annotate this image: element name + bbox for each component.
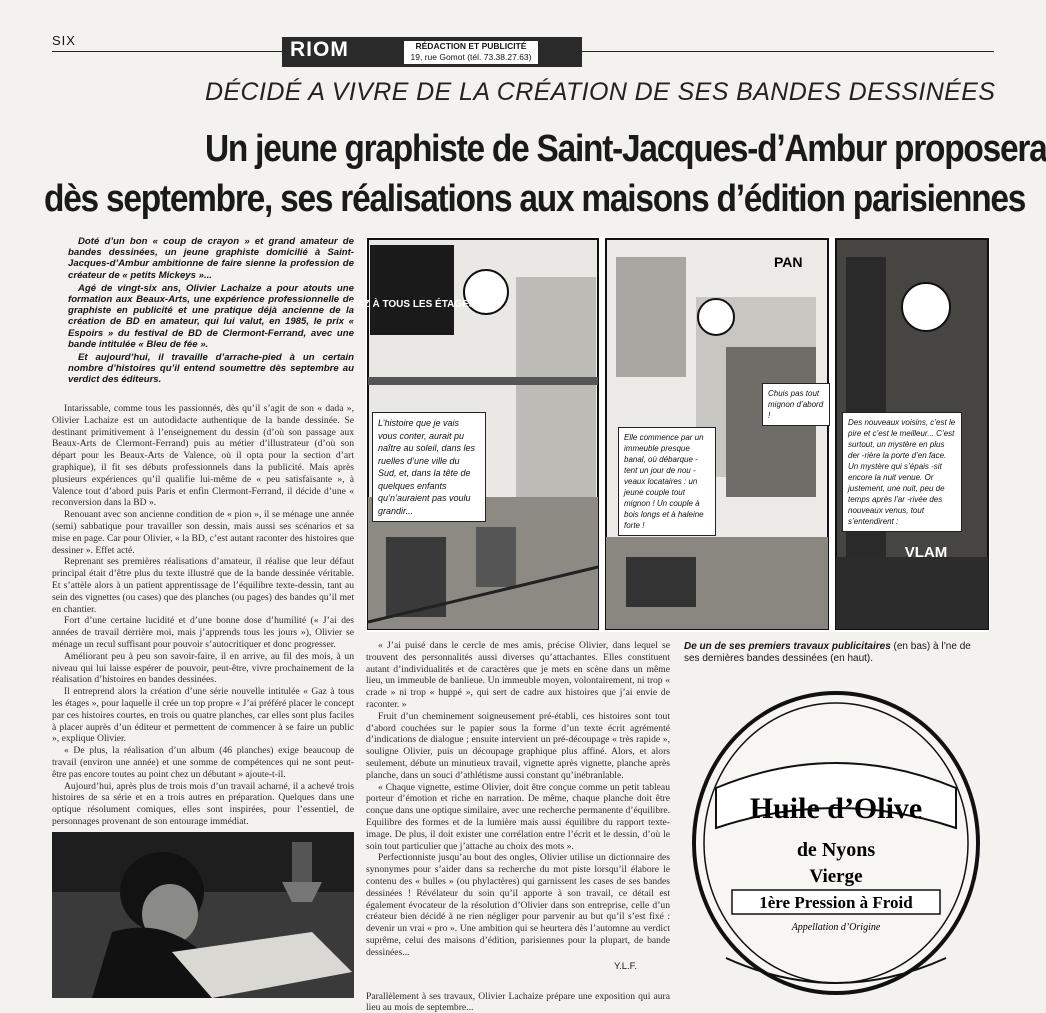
- body-paragraph: Améliorant peu à peu son savoir-faire, il en arrive, au fil des mois, à un niveau qui lui laisse espérer de pouvoir, peut-être, vivre prochainement de la réalisation d’histoires en bandes dessinées.: [52, 650, 354, 686]
- kicker: DÉCIDÉ A VIVRE DE LA CRÉATION DE SES BANDES DESSINÉES: [205, 78, 996, 106]
- lead-paragraph: Agé de vingt-six ans, Olivier Lachaize a pour atouts une formation aux Beaux-Arts, une expérience professionnelle de graphiste en publicité et une pratique déjà ancienne de la création de BD en amateur, qui lui valut, en 1985, le prix « Espoirs » du festival de BD de Clermont-Ferrand, avec une bande intitulée « Bleu de fée ».: [68, 282, 354, 350]
- label-line-4: Appellation d’Origine: [791, 922, 881, 933]
- office-box: [404, 41, 538, 64]
- artist-photo: [52, 832, 354, 998]
- comic-sfx-pan: PAN: [774, 254, 803, 270]
- comic-sign-text: GAZ À TOUS LES ÉTAGES: [348, 299, 476, 310]
- body-paragraph: Il entreprend alors la création d’une série nouvelle intitulée « Gaz à tous les étages », pour laquelle il crée un top propre « J’ai préféré placer le concept par ces histoires courtes, en trois ou quatre planches, car elles sont plus faciles à placer auprès d’un éditeur et permettent de commencer à se faire un public », explique Olivier.: [52, 686, 354, 745]
- body-paragraph: Fruit d’un cheminement soigneusement pré-établi, ces histoires sont tout d’abord couchées sur le papier sous la forme d’un texte écrit agrémenté d’indications de dialogue ; ensuite intervient un pré-découpage « très rapide », souligne Olivier, puis un découpage graphique plus affiné. Alors, et alors seulement, débute un minutieux travail, vignette après vignette, planche après planche, dans un souci d’athlétisme aussi constant qu’inébranlable.: [366, 710, 670, 781]
- body-paragraph: Aujourd’hui, après plus de trois mois d’un travail acharné, il a achevé trois histoires de sa série et en a trois autres en préparation. Quelques dans une optique résolument comiques, elles sont inspirées, pour l’essentiel, de personnages provenant de son entourage immédiat.: [52, 780, 354, 827]
- body-paragraph: « Chaque vignette, estime Olivier, doit être conçue comme un petit tableau porteur d’émotion et riche en narration. De même, chaque planche doit être conçue dans une optique similaire, avec une recherche permanente d’équilibre. Equilibre des formes et de la lumière mais aussi équilibre du rapport texte-image. De plus, il doit exister une corrélation entre l’écrit et le dessin, d’où le soin tout particulier que j’attache au choix des mots ».: [366, 781, 670, 852]
- body-paragraph: Perfectionniste jusqu’au bout des ongles, Olivier utilise un dictionnaire des synonymes pour s’aider dans sa recherche du mot piste lorsqu’il élabore le contenu des « bulles » (ou phylactères) qui garnissent les cases de ses bandes dessinées ! Révélateur du soin qu’il apporte à son travail, ce détail est également évocateur de la résolution d’Olivier dans son entreprise, celle d’un créateur bien décidé à ne rien négliger pour parvenir au but qu’il s’est fixé : devenir un vrai « pro ». Une ambition qui se heurtera dès l’automne au verdict suprême, celui des maisons d’édition, parisiennes pour la plupart, de bande dessinées...: [366, 852, 670, 958]
- article-column-2: [366, 640, 670, 959]
- office-title: RÉDACTION ET PUBLICITÉ: [415, 41, 527, 51]
- body-paragraph: Intarissable, comme tous les passionnés, dès qu’il s’agit de son « dada », Olivier Lachaize est un autodidacte authentique de la bande dessinée. Se destinant primitivement à l’enseignement du dessin (d’où son passage aux Beaux-Arts de Clermont-Ferrand) puis au métier d’illustrateur (d’où son départ pour les Beaux-Arts de Valence, où il opta pour la section d’art graphique), il fit ses débuts professionnels dans la publicité. Mais après plusieurs expériences qu’il qualifie lui-même de « peu satisfaisante », à Valence tout d’abord puis Paris et enfin Clermont-Ferrand, il décide d’une « reconversion dans la BD ».: [52, 403, 354, 509]
- image-caption: [684, 641, 984, 665]
- page-number: SIX: [52, 33, 76, 48]
- byline-signature: Y.L.F.: [614, 961, 638, 972]
- caption-part-2: (en bas) à l’ne de ses dernières bandes dessinées: [684, 641, 971, 664]
- label-title: Huile d’Olive: [749, 792, 923, 825]
- lead-paragraphs: [68, 236, 354, 388]
- body-paragraph: Renouant avec son ancienne condition de « pion », il se ménage une année (semi) sabbatique pour travailler son dessin, mais aussi ses scénarios et sa mise en page. Car pour Olivier, « la BD, c’est autant raconter des histoires que dessiner ». Effet acté.: [52, 509, 354, 556]
- headline-line-1: Un jeune graphiste de Saint-Jacques-d’Ambur proposera: [205, 128, 1046, 170]
- article-column-1: [52, 403, 354, 828]
- section-name: RIOM: [290, 38, 349, 61]
- comic-sfx-vlam: VLAM: [904, 544, 948, 561]
- body-paragraph: Reprenant ses premières réalisations d’amateur, il réalise que leur défaut principal était d’être plus du texte illustré que de la bande dessinée véritable. Et s’attèle alors à un patient apprentissage de l’équilibre texte-dessin, tant au sein des vignettes (ou cases) que des planches (ou pages) des bandes qu’il met en chantier.: [52, 556, 354, 615]
- comic-bubble-3: Chuis pas tout mignon d’abord !: [762, 383, 830, 426]
- body-paragraph: « J’ai puisé dans le cercle de mes amis, précise Olivier, dans lequel se trouvent des personnalités aussi diverses qu’attachantes. Elles constituent autant d’individualités et de caractères que je mets en scène dans un même lieu, un immeuble de banlieue. Un immeuble moyen, volontairement, ni trop « crade » ni trop « huppé », qui sert de cadre aux histoires que j’ai envie de raconter. »: [366, 640, 670, 710]
- body-paragraph: « De plus, la réalisation d’un album (46 planches) exige beaucoup de travail (environ une année) et une somme de compétences qui ne sont peut-être pas encore toutes au point chez un débutant » ajoute-t-il.: [52, 745, 354, 780]
- lead-paragraph: Et aujourd’hui, il travaille d’arrache-pied à un certain nombre d’histoires qu’il entend soumettre dès septembre au verdict des éditeurs.: [68, 352, 354, 386]
- comic-bubble-2: Elle commence par un immeuble presque banal, où débarque -tent un jour de nou -veaux locataires : un jeune couple tout mignon ! Un couple à bois longs et à haleine forte !: [618, 427, 716, 536]
- label-line-3: 1ère Pression à Froid: [759, 893, 913, 912]
- headline-line-2: dès septembre, ses réalisations aux maisons d’édition parisiennes: [44, 178, 1026, 220]
- comic-bubble-1: L’histoire que je vais vous conter, aurait pu naître au soleil, dans les ruelles d’une ville du Sud, et, dans la tête de quelques enfants qu’n’auraient pas voulu grandir...: [372, 412, 486, 522]
- caption-part-1: De un de ses premiers travaux publicitaires: [684, 641, 891, 652]
- label-line-2: Vierge: [809, 866, 863, 887]
- office-address: 19, rue Gomot (tél. 73.38.27.63): [410, 52, 532, 62]
- olive-oil-label: [686, 678, 986, 996]
- body-paragraph: Fort d’une certaine lucidité et d’une bonne dose d’humilité (« J’ai des années de travail derrière moi, mais j’apprends tous les jours »), Olivier se ménage un recul suffisant pour pouvoir s’autocritiquer et donc progresser.: [52, 615, 354, 650]
- lead-paragraph: Doté d’un bon « coup de crayon » et grand amateur de bandes dessinées, un jeune graphiste domicilié à Saint-Jacques-d’Ambur ambitionne de faire sienne la profession de créateur de « petits Mickeys »...: [68, 236, 354, 281]
- caption-part-3: (en haut).: [827, 653, 874, 664]
- comic-bubble-4: Des nouveaux voisins, c’est le pire et c’est le meilleur... C’est surtout, un mystère en plus der -rière la porte d’en face. Un mystère qui s’épais -sit encore la nuit venue. Or justement, une nuit, peu de temps après l’ar -rivée des nouveaux venus, tout s’entendirent :: [842, 412, 962, 532]
- label-line-1: de Nyons: [796, 839, 876, 861]
- column-2-continuation: Parallèlement à ses travaux, Olivier Lachaize prépare une exposition qui aura lieu au mois de septembre...: [366, 991, 670, 1013]
